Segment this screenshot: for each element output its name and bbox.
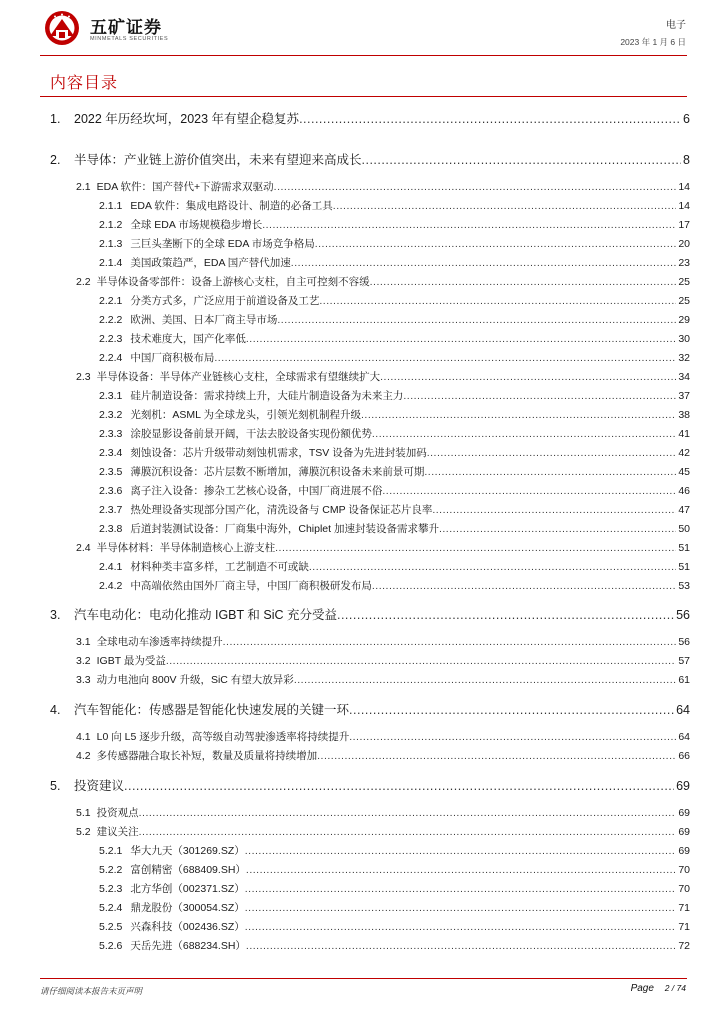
toc-entry-title: EDA 软件：集成电路设计、制造的必备工具 xyxy=(130,200,333,212)
toc-dot-leader xyxy=(349,703,674,717)
toc-entry-title: 中高端依然由国外厂商主导，中国厂商积极研发布局 xyxy=(130,580,372,592)
toc-entry-l2[interactable] xyxy=(76,729,690,744)
toc-dot-leader xyxy=(362,153,682,167)
toc-entry-page: 23 xyxy=(678,257,690,269)
footer-disclaimer: 请仔细阅读本报告末页声明 xyxy=(40,986,143,996)
toc-dot-leader xyxy=(245,883,677,895)
toc-entry-page: 71 xyxy=(678,921,690,933)
toc-entry-page: 64 xyxy=(678,731,690,743)
toc-entry-page: 69 xyxy=(678,807,690,819)
toc-entry-number: 5.2.1 xyxy=(99,845,123,857)
toc-dot-leader xyxy=(139,826,677,838)
toc-entry-number: 2.3.5 xyxy=(99,466,123,478)
toc-entry-title: 美国政策趋严，EDA 国产替代加速 xyxy=(130,257,291,269)
toc-entry-page: 70 xyxy=(678,883,690,895)
toc-entry-title: 全球 EDA 市场规模稳步增长 xyxy=(130,219,263,231)
toc-entry-l2[interactable] xyxy=(76,540,690,555)
toc-entry-title: 薄膜沉积设备：芯片层数不断增加，薄膜沉积设备未来前景可期 xyxy=(130,466,425,478)
toc-entry-number: 5.2.5 xyxy=(99,921,123,933)
toc-entry-title: L0 向 L5 逐步升级，高等级自动驾驶渗透率将持续提升 xyxy=(96,731,350,743)
toc-entry-number: 2.2.2 xyxy=(99,314,123,326)
toc-entry-number: 5.2.6 xyxy=(99,940,123,952)
toc-entry-number: 2.3.3 xyxy=(99,428,123,440)
toc-entry-page: 42 xyxy=(678,447,690,459)
toc-entry-l3[interactable] xyxy=(99,843,690,858)
toc-dot-leader xyxy=(337,608,674,622)
toc-dot-leader xyxy=(245,921,677,933)
toc-entry-l2[interactable] xyxy=(76,805,690,820)
toc-entry-number: 2.3.4 xyxy=(99,447,123,459)
toc-dot-leader xyxy=(403,390,676,402)
toc-entry-page: 30 xyxy=(678,333,690,345)
toc-dot-leader xyxy=(166,655,676,667)
toc-dot-leader xyxy=(245,902,677,914)
toc-entry-page: 46 xyxy=(678,485,690,497)
toc-entry-title: 鼎龙股份（300054.SZ） xyxy=(130,902,245,914)
toc-dot-leader xyxy=(214,352,676,364)
toc-entry-l1[interactable] xyxy=(50,776,690,794)
toc-entry-number: 3.3 xyxy=(76,674,91,686)
toc-entry-page: 25 xyxy=(678,295,690,307)
page-indicator xyxy=(631,983,686,994)
toc-dot-leader xyxy=(370,276,677,288)
toc-entry-number: 4.1 xyxy=(76,731,91,743)
toc-dot-leader xyxy=(246,333,676,345)
toc-dot-leader xyxy=(439,523,676,535)
toc-entry-number: 1. xyxy=(50,112,61,126)
toc-entry-title: 半导体设备：半导体产业链核心支柱，全球需求有望继续扩大 xyxy=(96,371,381,383)
toc-dot-leader xyxy=(262,219,676,231)
toc-title-divider xyxy=(40,96,687,97)
toc-entry-l3[interactable] xyxy=(99,938,690,953)
toc-entry-title: 汽车电动化：电动化推动 IGBT 和 SiC 充分受益 xyxy=(74,608,337,622)
toc-dot-leader xyxy=(245,845,677,857)
toc-entry-number: 2. xyxy=(50,153,61,167)
toc-entry-number: 2.2 xyxy=(76,276,91,288)
toc-entry-page: 8 xyxy=(683,153,690,167)
toc-entry-number: 2.4.2 xyxy=(99,580,123,592)
toc-entry-title: 汽车智能化：传感器是智能化快速发展的关键一环 xyxy=(74,703,350,717)
toc-entry-l3[interactable] xyxy=(99,407,690,422)
toc-entry-page: 69 xyxy=(678,845,690,857)
toc-entry-title: 建议关注 xyxy=(96,826,139,838)
company-name-en: MINMETALS SECURITIES xyxy=(90,36,169,42)
toc-entry-page: 71 xyxy=(678,902,690,914)
toc-dot-leader xyxy=(291,257,677,269)
toc-entry-number: 4.2 xyxy=(76,750,91,762)
toc-dot-leader xyxy=(124,779,674,793)
toc-entry-l3[interactable] xyxy=(99,293,690,308)
toc-entry-title: 半导体：产业链上游价值突出，未来有望迎来高成长 xyxy=(74,153,362,167)
toc-entry-number: 5.1 xyxy=(76,807,91,819)
toc-entry-title: 光刻机：ASML 为全球龙头，引领光刻机制程升级 xyxy=(130,409,361,421)
toc-entry-page: 47 xyxy=(678,504,690,516)
toc-entry-l3[interactable] xyxy=(99,445,690,460)
toc-entry-page: 20 xyxy=(678,238,690,250)
toc-entry-page: 51 xyxy=(678,542,690,554)
toc-entry-l3[interactable] xyxy=(99,862,690,877)
toc-entry-l1[interactable] xyxy=(50,109,690,127)
toc-dot-leader xyxy=(275,542,676,554)
toc-dot-leader xyxy=(382,485,676,497)
toc-entry-l1[interactable] xyxy=(50,605,690,623)
toc-title: 内容目录 xyxy=(50,75,119,92)
toc-dot-leader xyxy=(361,409,676,421)
toc-dot-leader xyxy=(309,561,676,573)
toc-entry-title: 半导体设备零部件：设备上游核心支柱，自主可控刻不容缓 xyxy=(96,276,370,288)
toc-entry-page: 50 xyxy=(678,523,690,535)
toc-entry-page: 69 xyxy=(678,826,690,838)
toc-entry-page: 53 xyxy=(678,580,690,592)
toc-dot-leader xyxy=(317,750,676,762)
toc-entry-number: 2.1.4 xyxy=(99,257,123,269)
toc-entry-l2[interactable] xyxy=(76,369,690,384)
toc-dot-leader xyxy=(223,636,677,648)
toc-entry-title: 北方华创（002371.SZ） xyxy=(130,883,245,895)
toc-entry-title: 欧洲、美国、日本厂商主导市场 xyxy=(130,314,278,326)
company-logo-icon xyxy=(44,10,80,46)
toc-entry-l2[interactable] xyxy=(76,634,690,649)
toc-dot-leader xyxy=(424,466,676,478)
toc-entry-l3[interactable] xyxy=(99,559,690,574)
toc-entry-l3[interactable] xyxy=(99,483,690,498)
toc-entry-page: 14 xyxy=(678,181,690,193)
toc-entry-number: 2.2.1 xyxy=(99,295,123,307)
toc-entry-l1[interactable] xyxy=(50,700,690,718)
toc-entry-number: 2.1.2 xyxy=(99,219,123,231)
toc-entry-l1[interactable] xyxy=(50,150,690,168)
toc-entry-title: 硅片制造设备：需求持续上升，大硅片制造设备为未来主力 xyxy=(130,390,404,402)
toc-dot-leader xyxy=(349,731,676,743)
toc-dot-leader xyxy=(319,295,676,307)
toc-entry-l3[interactable] xyxy=(99,521,690,536)
toc-entry-l2[interactable] xyxy=(76,653,690,668)
toc-entry-page: 72 xyxy=(678,940,690,952)
toc-dot-leader xyxy=(372,580,676,592)
toc-entry-title: 技术难度大，国产化率低 xyxy=(130,333,246,345)
toc-dot-leader xyxy=(299,112,681,126)
toc-dot-leader xyxy=(274,181,677,193)
toc-entry-l3[interactable] xyxy=(99,502,690,517)
toc-entry-title: 富创精密（688409.SH） xyxy=(130,864,246,876)
toc-entry-number: 2.2.4 xyxy=(99,352,123,364)
toc-entry-title: 涂胶显影设备前景开阔，干法去胶设备实现份额优势 xyxy=(130,428,372,440)
toc-entry-title: 中国厂商积极布局 xyxy=(130,352,215,364)
toc-entry-number: 2.3.6 xyxy=(99,485,123,497)
toc-entry-title: 2022 年历经坎坷，2023 年有望企稳复苏 xyxy=(74,112,300,126)
toc-entry-title: 三巨头垄断下的全球 EDA 市场竞争格局 xyxy=(130,238,315,250)
toc-entry-page: 56 xyxy=(678,636,690,648)
toc-entry-page: 14 xyxy=(678,200,690,212)
toc-entry-l3[interactable] xyxy=(99,578,690,593)
toc-entry-title: 全球电动车渗透率持续提升 xyxy=(96,636,223,648)
toc-entry-l2[interactable] xyxy=(76,672,690,687)
toc-entry-page: 69 xyxy=(676,779,690,793)
toc-entry-page: 37 xyxy=(678,390,690,402)
toc-entry-l2[interactable] xyxy=(76,179,690,194)
toc-entry-title: 热处理设备实现部分国产化，清洗设备与 CMP 设备保证芯片良率 xyxy=(130,504,433,516)
toc-entry-l3[interactable] xyxy=(99,350,690,365)
toc-entry-number: 4. xyxy=(50,703,61,717)
toc-entry-page: 45 xyxy=(678,466,690,478)
toc-dot-leader xyxy=(246,864,676,876)
toc-entry-number: 3.2 xyxy=(76,655,91,667)
toc-entry-page: 25 xyxy=(678,276,690,288)
toc-entry-number: 2.1.1 xyxy=(99,200,123,212)
toc-entry-number: 3.1 xyxy=(76,636,91,648)
page-number: 2 / 74 xyxy=(664,983,686,993)
toc-entry-number: 2.3 xyxy=(76,371,91,383)
toc-dot-leader xyxy=(432,504,676,516)
toc-dot-leader xyxy=(333,200,677,212)
toc-entry-page: 38 xyxy=(678,409,690,421)
toc-entry-l2[interactable] xyxy=(76,748,690,763)
page-header xyxy=(0,0,724,56)
toc-entry-number: 3. xyxy=(50,608,61,622)
toc-entry-title: 半导体材料：半导体制造核心上游支柱 xyxy=(96,542,276,554)
toc-entry-page: 57 xyxy=(678,655,690,667)
toc-entry-title: 投资建议 xyxy=(74,779,125,793)
toc-dot-leader xyxy=(277,314,676,326)
toc-entry-page: 70 xyxy=(678,864,690,876)
header-divider xyxy=(40,55,687,56)
toc-entry-l3[interactable] xyxy=(99,426,690,441)
toc-entry-title: 投资观点 xyxy=(96,807,139,819)
toc-dot-leader xyxy=(427,447,677,459)
footer-divider xyxy=(40,978,687,979)
toc-entry-title: 天岳先进（688234.SH） xyxy=(130,940,246,952)
toc-entry-title: 华大九天（301269.SZ） xyxy=(130,845,245,857)
toc-entry-title: 离子注入设备：掺杂工艺核心设备，中国厂商进展不俗 xyxy=(130,485,383,497)
toc-entry-page: 51 xyxy=(678,561,690,573)
page-label: Page xyxy=(630,983,654,994)
toc-entry-title: 刻蚀设备：芯片升级带动刻蚀机需求，TSV 设备为先进封装加码 xyxy=(130,447,427,459)
toc-entry-number: 5.2.2 xyxy=(99,864,123,876)
toc-entry-number: 2.4 xyxy=(76,542,91,554)
toc-entry-number: 2.4.1 xyxy=(99,561,123,573)
toc-entry-title: 兴森科技（002436.SZ） xyxy=(130,921,245,933)
toc-entry-page: 41 xyxy=(678,428,690,440)
toc-entry-number: 2.3.8 xyxy=(99,523,123,535)
toc-entry-number: 2.1.3 xyxy=(99,238,123,250)
toc-entry-title: 材料种类丰富多样，工艺制造不可或缺 xyxy=(130,561,309,573)
toc-entry-number: 2.2.3 xyxy=(99,333,123,345)
toc-entry-l3[interactable] xyxy=(99,255,690,270)
toc-entry-l3[interactable] xyxy=(99,388,690,403)
toc-entry-number: 5.2.4 xyxy=(99,902,123,914)
toc-entry-number: 5. xyxy=(50,779,61,793)
toc-entry-number: 2.3.7 xyxy=(99,504,123,516)
toc-entry-title: 多传感器融合取长补短，数量及质量将持续增加 xyxy=(96,750,318,762)
toc-entry-page: 6 xyxy=(683,112,690,126)
toc-dot-leader xyxy=(315,238,677,250)
toc-entry-page: 34 xyxy=(678,371,690,383)
toc-dot-leader xyxy=(139,807,677,819)
report-date: 2023 年 1 月 6 日 xyxy=(620,37,686,47)
toc-entry-page: 29 xyxy=(678,314,690,326)
toc-entry-title: 后道封装测试设备：厂商集中海外，Chiplet 加速封装设备需求攀升 xyxy=(130,523,439,535)
toc-dot-leader xyxy=(372,428,676,440)
toc-dot-leader xyxy=(246,940,676,952)
toc-entry-number: 5.2 xyxy=(76,826,91,838)
toc-entry-page: 61 xyxy=(678,674,690,686)
report-sector: 电子 xyxy=(666,20,686,31)
toc-entry-l2[interactable] xyxy=(76,274,690,289)
toc-entry-page: 32 xyxy=(678,352,690,364)
toc-entry-l2[interactable] xyxy=(76,824,690,839)
toc-entry-title: EDA 软件：国产替代+下游需求双驱动 xyxy=(96,181,274,193)
toc-entry-page: 66 xyxy=(678,750,690,762)
toc-entry-l3[interactable] xyxy=(99,236,690,251)
toc-entry-title: 分类方式多，广泛应用于前道设备及工艺 xyxy=(130,295,320,307)
toc-entry-title: 动力电池向 800V 升级，SiC 有望大放异彩 xyxy=(96,674,294,686)
company-name: 五矿证券 xyxy=(90,18,162,37)
toc-entry-number: 2.3.1 xyxy=(99,390,123,402)
toc-entry-title: IGBT 最为受益 xyxy=(96,655,166,667)
toc-entry-l3[interactable] xyxy=(99,198,690,213)
toc-entry-l3[interactable] xyxy=(99,217,690,232)
toc-entry-l3[interactable] xyxy=(99,331,690,346)
toc-entry-page: 64 xyxy=(676,703,690,717)
toc-entry-l3[interactable] xyxy=(99,464,690,479)
toc-dot-leader xyxy=(294,674,677,686)
toc-entry-number: 2.1 xyxy=(76,181,91,193)
toc-dot-leader xyxy=(380,371,676,383)
toc-entry-l3[interactable] xyxy=(99,919,690,934)
toc-entry-l3[interactable] xyxy=(99,312,690,327)
toc-entry-number: 5.2.3 xyxy=(99,883,123,895)
toc-entry-l3[interactable] xyxy=(99,881,690,896)
toc-entry-l3[interactable] xyxy=(99,900,690,915)
toc-entry-page: 17 xyxy=(678,219,690,231)
toc-entry-page: 56 xyxy=(676,608,690,622)
toc-entry-number: 2.3.2 xyxy=(99,409,123,421)
